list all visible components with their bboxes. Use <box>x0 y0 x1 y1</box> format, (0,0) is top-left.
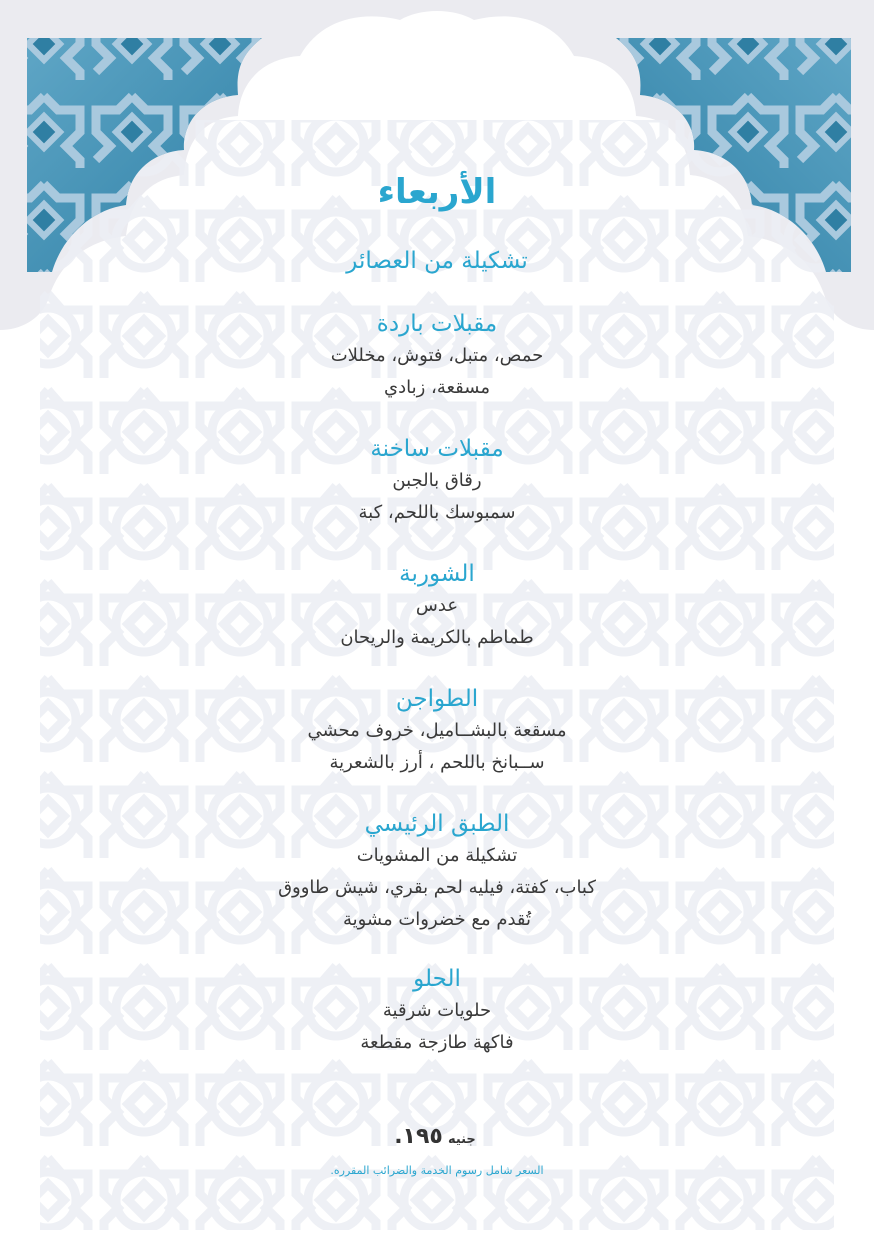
price-note: السعر شامل رسوم الخدمة والضرائب المقرره. <box>330 1164 544 1177</box>
section-heading-cold-appetizers: مقبلات باردة <box>376 311 498 337</box>
section-heading-dessert: الحلو <box>413 966 461 992</box>
price-currency: جنيه <box>447 1132 476 1147</box>
menu-item: تشكيلة من المشويات <box>356 845 518 866</box>
menu-day-title: الأربعاء <box>377 172 497 212</box>
menu-item: سمبوسك باللحم، كبة <box>358 502 516 523</box>
section-heading-soup: الشوربة <box>399 561 475 587</box>
section-heading-main-course: الطبق الرئيسي <box>364 811 510 837</box>
menu-item: رقاق بالجبن <box>392 470 482 491</box>
menu-item: تُقدم مع خضروات مشوية <box>342 909 532 930</box>
menu-subtitle: تشكيلة من العصائر <box>346 248 528 274</box>
menu-item: حلويات شرقية <box>382 1000 492 1021</box>
price-amount: ١٩٥. <box>394 1124 443 1149</box>
price <box>0 1124 874 1149</box>
section-heading-hot-appetizers: مقبلات ساخنة <box>370 436 504 462</box>
menu-item: ســبانخ باللحم ، أرز بالشعرية <box>329 752 545 773</box>
section-heading-casseroles: الطواجن <box>395 686 479 712</box>
menu-item: مسقعة، زبادي <box>384 377 490 398</box>
menu-item: حمص، متبل، فتوش، مخللات <box>330 345 544 366</box>
menu-item: عدس <box>415 595 459 616</box>
menu-item: كباب، كفتة، فيليه لحم بقري، شيش طاووق <box>278 877 596 898</box>
menu-item: مسقعة بالبشــاميل، خروف محشي <box>307 720 567 741</box>
menu-item: فاكهة طازجة مقطعة <box>360 1032 514 1053</box>
menu-item: طماطم بالكريمة والريحان <box>340 627 534 648</box>
